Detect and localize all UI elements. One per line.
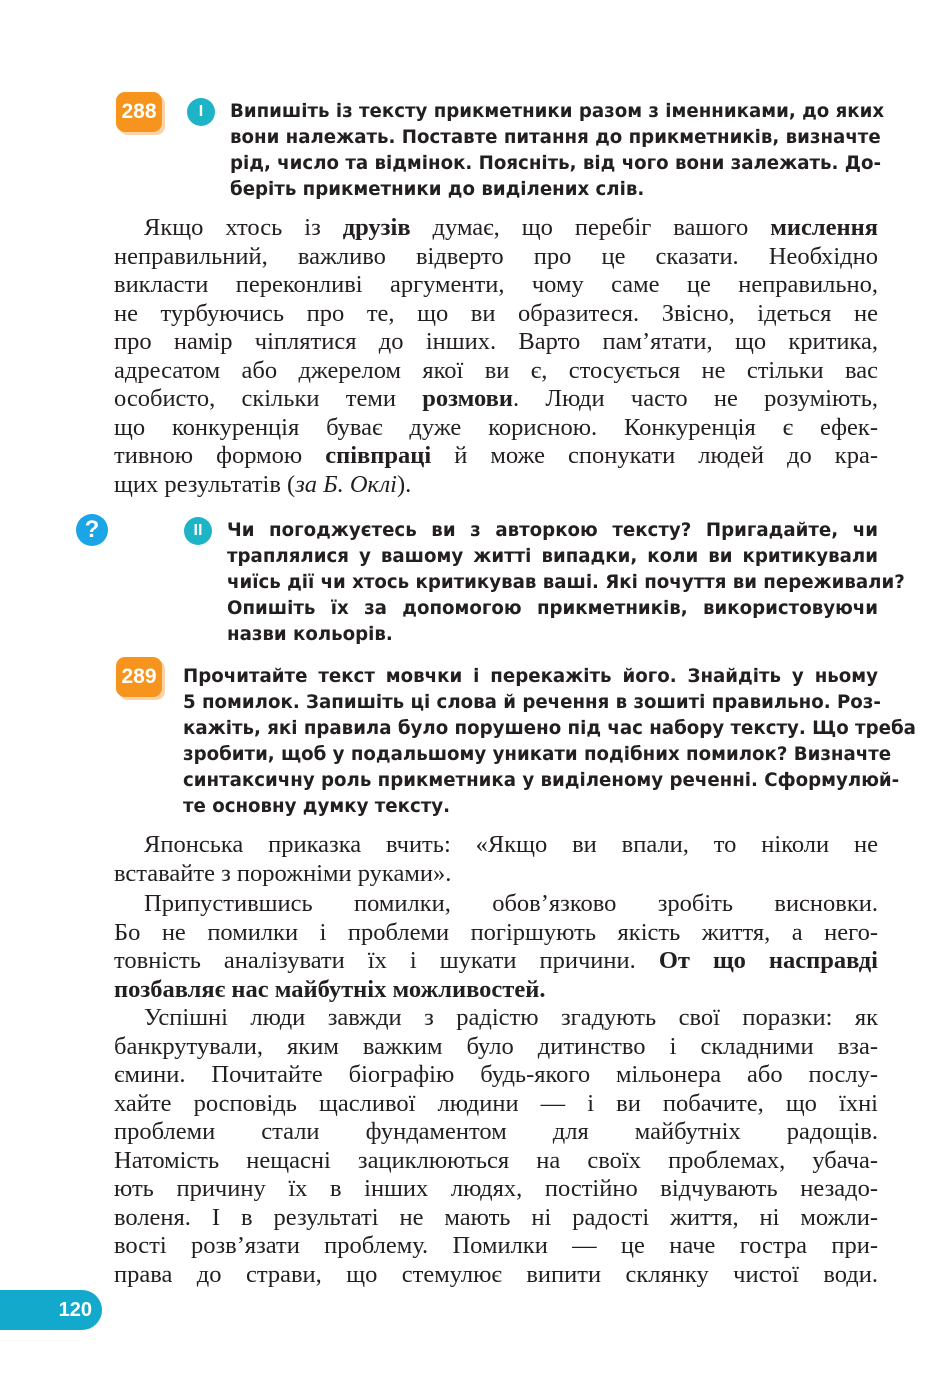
page-number: 120 bbox=[0, 1290, 102, 1330]
text-line: банкрутували, яким важким було дитинство і складними вза- bbox=[114, 1032, 878, 1060]
text-fragment: щих результатів ( bbox=[114, 470, 296, 498]
task-line: те основну думку тексту. bbox=[183, 796, 451, 817]
exercise-number-288: 288 bbox=[116, 92, 162, 132]
text-line: проблеми стали фундаментом для майбутніх радощів. bbox=[114, 1118, 878, 1145]
text-line bbox=[114, 214, 878, 243]
text-line: ють причину їх в інших людях, постійно відчувають незадо- bbox=[114, 1175, 878, 1202]
task-line: чиїсь дії чи хтось критикував ваші. Які почуття ви переживали? bbox=[227, 572, 905, 593]
exercise-288-text bbox=[114, 214, 878, 499]
text-line: Японська приказка вчить: «Якщо ви впали, то ніколи не bbox=[144, 831, 878, 858]
highlighted-sentence: От що насправді bbox=[658, 947, 878, 974]
text-line: Натомість нещасні зациклюються на своїх проблемах, убача- bbox=[114, 1146, 878, 1174]
text-line: хайте росповідь щасливої людини — і ви побачите, що їхні bbox=[114, 1089, 878, 1117]
highlighted-sentence: позбавляє нас майбутніх можливостей. bbox=[114, 975, 546, 1003]
highlighted-word: мислення bbox=[770, 214, 879, 241]
task-line: синтаксичну роль прикметника у виділеному реченні. Сформулюй- bbox=[183, 770, 900, 791]
text-line bbox=[114, 385, 878, 414]
text-fragment: особисто, скільки теми bbox=[114, 385, 423, 412]
exercise-289-paragraph-3 bbox=[114, 1004, 878, 1289]
text-line: викласти переконливі аргументи, чому саме це неправильно, bbox=[114, 271, 878, 298]
text-line: воленя. І в результаті не мають ні радості життя, ні можли- bbox=[114, 1203, 878, 1231]
text-line: права до страви, що стемулює випити склянку чистої води. bbox=[114, 1260, 878, 1288]
task-line: кажіть, які правила було порушено під час набору тексту. Що треба bbox=[183, 718, 916, 739]
exercise-288-task-2 bbox=[227, 518, 905, 648]
highlighted-word: співпраці bbox=[325, 442, 432, 469]
exercise-number-289: 289 bbox=[116, 657, 162, 697]
task-line: 5 помилок. Запишіть ці слова й речення в зошиті правильно. Роз- bbox=[183, 692, 881, 713]
task-part-2-badge: II bbox=[184, 517, 212, 545]
text-line: про намір чіплятися до інших. Варто пам’ятати, що критика, bbox=[114, 328, 878, 355]
text-line: що конкуренція буває дуже корисною. Конкуренція є ефек- bbox=[114, 413, 878, 441]
text-fragment: Якщо хтось із bbox=[144, 214, 343, 241]
text-line: вставайте з порожніми руками». bbox=[114, 859, 452, 887]
exercise-289-paragraph-2 bbox=[114, 890, 878, 1004]
task-line: Опишіть їх за допомогою прикметників, використовуючи bbox=[227, 598, 878, 619]
text-fragment: товність аналізувати їх і шукати причини. bbox=[114, 947, 659, 974]
text-line: ємини. Почитайте біографію будь-якого мільонера або послу- bbox=[114, 1061, 878, 1088]
text-line: адресатом або джерелом якої ви є, стосується не стільки вас bbox=[114, 356, 878, 384]
text-fragment: ). bbox=[396, 470, 412, 498]
task-line: беріть прикметники до виділених слів. bbox=[230, 179, 645, 200]
question-icon: ? bbox=[76, 514, 108, 546]
task-line: Прочитайте текст мовчки і перекажіть його. Знайдіть у ньому bbox=[183, 666, 878, 687]
source-author: за Б. Оклі bbox=[295, 470, 397, 498]
exercise-289-paragraph-1 bbox=[114, 831, 878, 888]
text-line: Успішні люди завжди з радістю згадують свої поразки: як bbox=[144, 1004, 878, 1031]
task-line: Чи погоджуєтесь ви з авторкою тексту? Пригадайте, чи bbox=[227, 520, 878, 541]
text-line: Припустившись помилки, обов’язково зробіть висновки. bbox=[144, 890, 878, 917]
task-line: траплялися у вашому житті випадки, коли ви критикували bbox=[227, 546, 878, 567]
task-line: рід, число та відмінок. Поясніть, від чого вони залежать. До- bbox=[230, 153, 882, 174]
text-line bbox=[114, 471, 878, 500]
task-line: зробити, щоб у подальшому уникати подібних помилок? Визначте bbox=[183, 744, 892, 765]
text-line bbox=[114, 442, 878, 471]
text-line: Бо не помилки і проблеми погіршують якість життя, а него- bbox=[114, 918, 878, 946]
exercise-288-task-1 bbox=[230, 99, 885, 203]
task-line: назви кольорів. bbox=[227, 624, 393, 645]
task-line: вони належать. Поставте питання до прикметників, визначте bbox=[230, 127, 881, 148]
task-line: Випишіть із тексту прикметники разом з іменниками, до яких bbox=[230, 101, 885, 122]
exercise-289-task bbox=[183, 664, 916, 820]
text-fragment: й може спонукати людей до кра- bbox=[431, 442, 878, 469]
text-fragment: думає, що перебіг вашого bbox=[410, 214, 771, 241]
text-line: не турбуючись про те, що ви образитеся. Звісно, ідеться не bbox=[114, 299, 878, 327]
text-line: вості розв’язати проблему. Помилки — це наче гостра при- bbox=[114, 1232, 878, 1259]
text-fragment: тивною формою bbox=[114, 442, 326, 469]
task-part-1-badge: I bbox=[187, 98, 215, 126]
highlighted-word: друзів bbox=[342, 214, 411, 241]
text-fragment: . Люди часто не розуміють, bbox=[512, 385, 878, 412]
text-line: неправильний, важливо відверто про це сказати. Необхідно bbox=[114, 242, 878, 270]
text-line bbox=[114, 947, 878, 976]
highlighted-word: розмови bbox=[422, 385, 513, 412]
